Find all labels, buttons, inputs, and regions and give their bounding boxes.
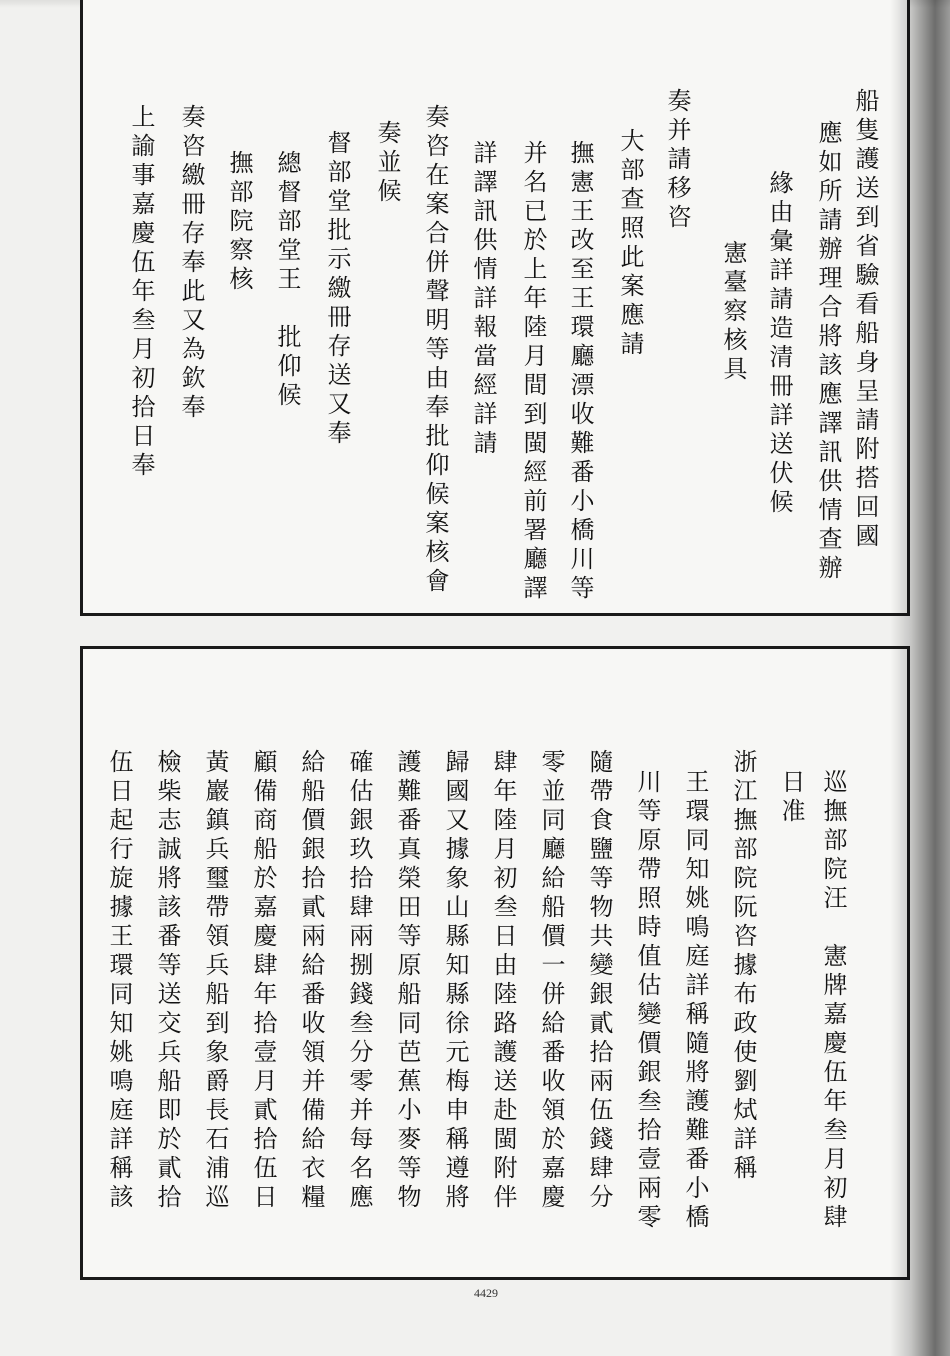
lower-document-panel	[80, 646, 910, 1280]
text-column: 緣由彙詳請造清冊詳送伏候	[765, 170, 793, 518]
text-column: 憲臺察核具	[719, 240, 747, 385]
text-column: 奏咨繳冊存奉此又為欽奉	[177, 104, 205, 423]
text-column: 確估銀玖拾肆兩捌錢叁分零并每名應	[345, 749, 373, 1213]
text-column: 川等原帶照時值估變價銀叁拾壹兩零	[633, 769, 661, 1233]
text-column: 浙江撫部院阮咨據布政使劉烒詳稱	[729, 749, 757, 1184]
text-column: 上諭事嘉慶伍年叁月初拾日奉	[127, 104, 155, 481]
text-column: 王環同知姚鳴庭詳稱隨將護難番小橋	[681, 769, 709, 1233]
text-column: 隨帶食鹽等物共變銀貳拾兩伍錢肆分	[585, 749, 613, 1213]
text-column: 總督部堂王 批仰候	[273, 150, 301, 411]
binding-spine-shadow	[890, 0, 950, 1356]
text-column: 護難番真榮田等原船同芭蕉小麥等物	[393, 749, 421, 1213]
text-column: 奏並候	[373, 120, 401, 207]
text-column: 黃巖鎮兵璽帶領兵船到象爵長石浦巡	[201, 749, 229, 1213]
text-column: 肆年陸月初叁日由陸路護送赴閩附伴	[489, 749, 517, 1213]
text-column: 應如所請辦理合將該應譯訊供情查辦	[814, 120, 842, 584]
text-column: 撫部院察核	[225, 150, 253, 295]
text-column: 奏并請移咨	[663, 88, 691, 233]
text-column: 巡撫部院汪 憲牌嘉慶伍年叁月初肆	[819, 769, 847, 1233]
text-column: 檢柴志誠將該番等送交兵船即於貳拾	[153, 749, 181, 1213]
text-column: 歸國又據象山縣知縣徐元梅申稱遵將	[441, 749, 469, 1213]
page-number: 4429	[474, 1286, 498, 1300]
text-column: 伍日起行旋據王環同知姚鳴庭詳稱該	[105, 749, 133, 1213]
text-column: 日准	[777, 769, 805, 827]
text-column: 詳譯訊供情詳報當經詳請	[469, 140, 497, 459]
text-column: 零並同廳給船價一併給番收領於嘉慶	[537, 749, 565, 1213]
text-column: 撫憲王改至王環廳漂收難番小橋川等	[566, 140, 594, 604]
text-column: 顧備商船於嘉慶肆年拾壹月貳拾伍日	[249, 749, 277, 1213]
text-column: 大部查照此案應請	[616, 128, 644, 360]
text-column: 奏咨在案合併聲明等由奉批仰候案核會	[421, 104, 449, 597]
text-column: 給船價銀拾貳兩給番收領并備給衣糧	[297, 749, 325, 1213]
text-column: 船隻護送到省驗看船身呈請附搭回國	[851, 88, 879, 552]
text-column: 督部堂批示繳冊存送又奉	[323, 130, 351, 449]
upper-document-panel	[80, 0, 910, 616]
text-column: 并名已於上年陸月間到閩經前署廳譯	[519, 140, 547, 604]
